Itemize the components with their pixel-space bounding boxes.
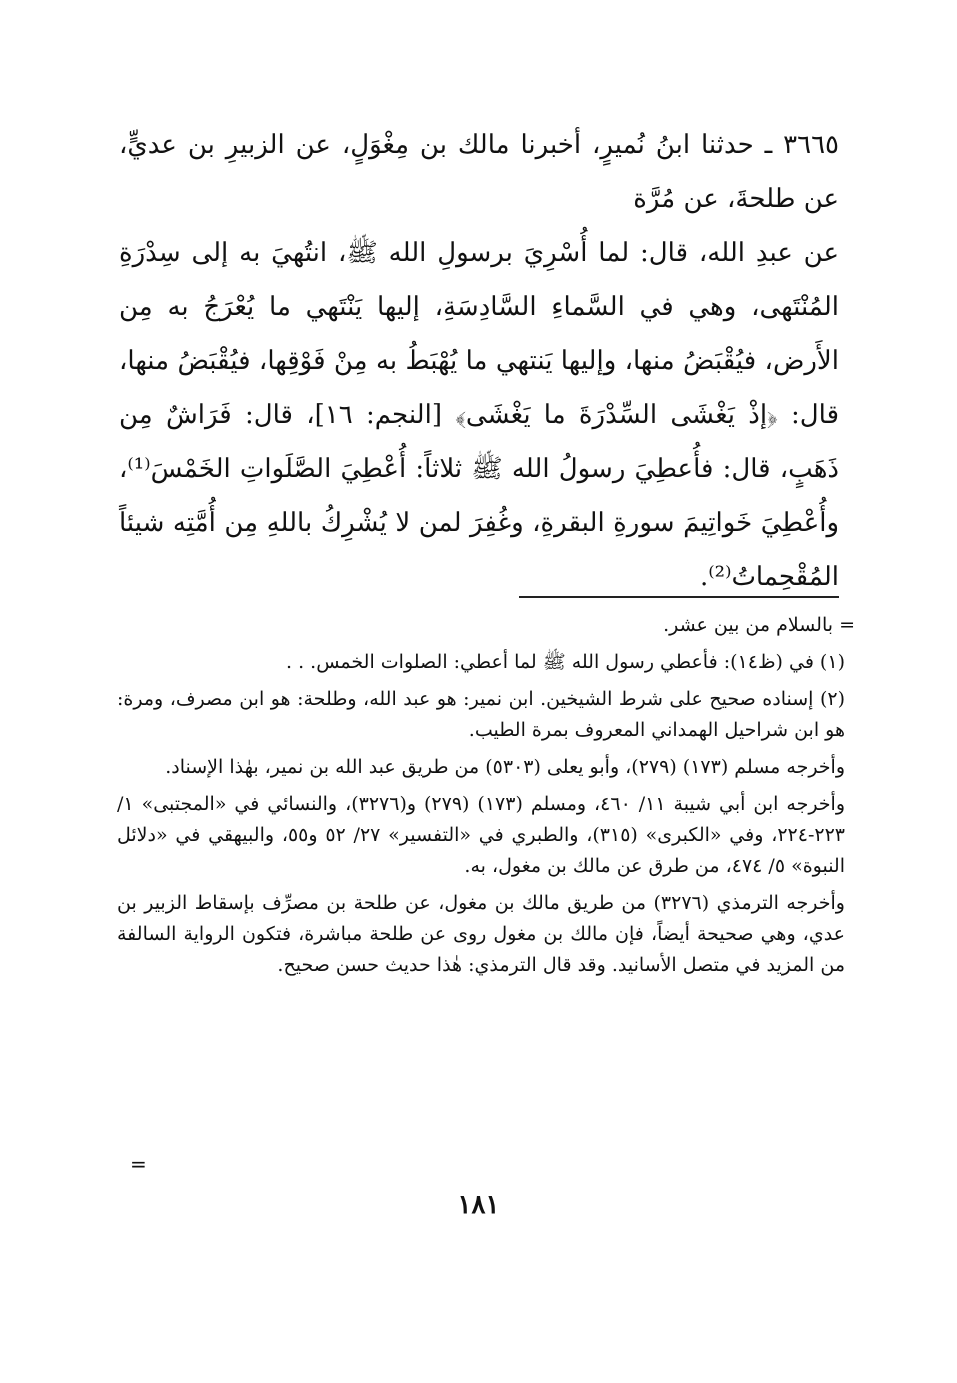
hadith-text [119, 118, 839, 604]
footnote-1: (١) في (ظ١٤): فأعطي رسول الله ﷺ لما أعطي: الصلوات الخمس. . . [286, 651, 845, 673]
footnotes [117, 610, 855, 987]
hadith-isnad: ٣٦٦٥ ـ حدثنا ابنُ نُميرٍ، أخبرنا مالك بن مِغْوَلٍ، عن الزبيرِ بن عديٍّ، عن طلحةَ، عن مُرَّة [119, 130, 839, 214]
footnote-paragraph: وأخرجه ابن أبي شيبة ١١/ ٤٦٠، ومسلم (١٧٣) (٢٧٩) و(٣٢٧٦)، والنسائي في «المجتبى» ١/ ٢٢٣-٢٢٤، وفي «الكبرى» (٣١٥)، والطبري في «التفسير» ٢٧/ ٥٢ و٥٥، والبيهقي في «دلائل النبوة» ٥/ ٤٧٤، من طرق عن مالك بن مغول، به. [117, 793, 845, 877]
page-number: ١٨١ [457, 1190, 500, 1220]
footnote-paragraph: وأخرجه مسلم (١٧٣) (٢٧٩)، وأبو يعلى (٥٣٠٣) من طريق عبد الله بن نمير، بهٰذا الإسناد. [165, 756, 845, 778]
footnote-2: (٢) إسناده صحيح على شرط الشيخين. ابن نمير: هو عبد الله، وطلحة: هو ابن مصرف، ومرة: هو ابن شراحيل الهمداني المعروف بمرة الطيب. [117, 688, 845, 741]
hadith-matn: عن عبدِ الله، قال: لما أُسْرِيَ برسولِ الله ﷺ، انتُهيَ به إلى سِدْرَةِ المُنْتَهى، وهي في السَّماءِ السَّادِسَةِ، إليها يَنْتَهي ما يُعْرَجُ به مِن الأَرض، فيُقْبَضُ منها، وإليها يَنتهي ما يُهْبَطُ به مِنْ فَوْقِها، فيُقْبَضُ منها، قال: ﴿إذْ يَغْشَى السِّدْرَةَ ما يَغْشَى﴾ [النجم: ١٦]، قال: فَرَاشٌ مِن ذَهَبٍ، قال: فأُعطِيَ رسولُ الله ﷺ ثلاثاً: أُعْطِيَ الصَّلَواتِ الخَمْسَ⁽¹⁾، وأُعْطِيَ خَواتِيمَ سورةِ البقرةِ، وغُفِرَ لمن لا يُشْرِكُ باللهِ مِن أُمَّتِه شيئاً المُقْحِماتُ⁽²⁾. [119, 238, 839, 592]
continuation-mark: = [130, 1152, 147, 1176]
footnote-continuation: = بالسلام من بين عشر. [663, 614, 855, 636]
footnote-paragraph: وأخرجه الترمذي (٣٢٧٦) من طريق مالك بن مغول، عن طلحة بن مصرِّف بإسقاط الزبير بن عدي، وهي صحيحة أيضاً، فإن مالك بن مغول روى عن طلحة مباشرة، فتكون الرواية السالفة من المزيد في متصل الأسانيد. وقد قال الترمذي: هٰذا حديث حسن صحيح. [117, 892, 845, 976]
footnote-separator [519, 596, 839, 598]
